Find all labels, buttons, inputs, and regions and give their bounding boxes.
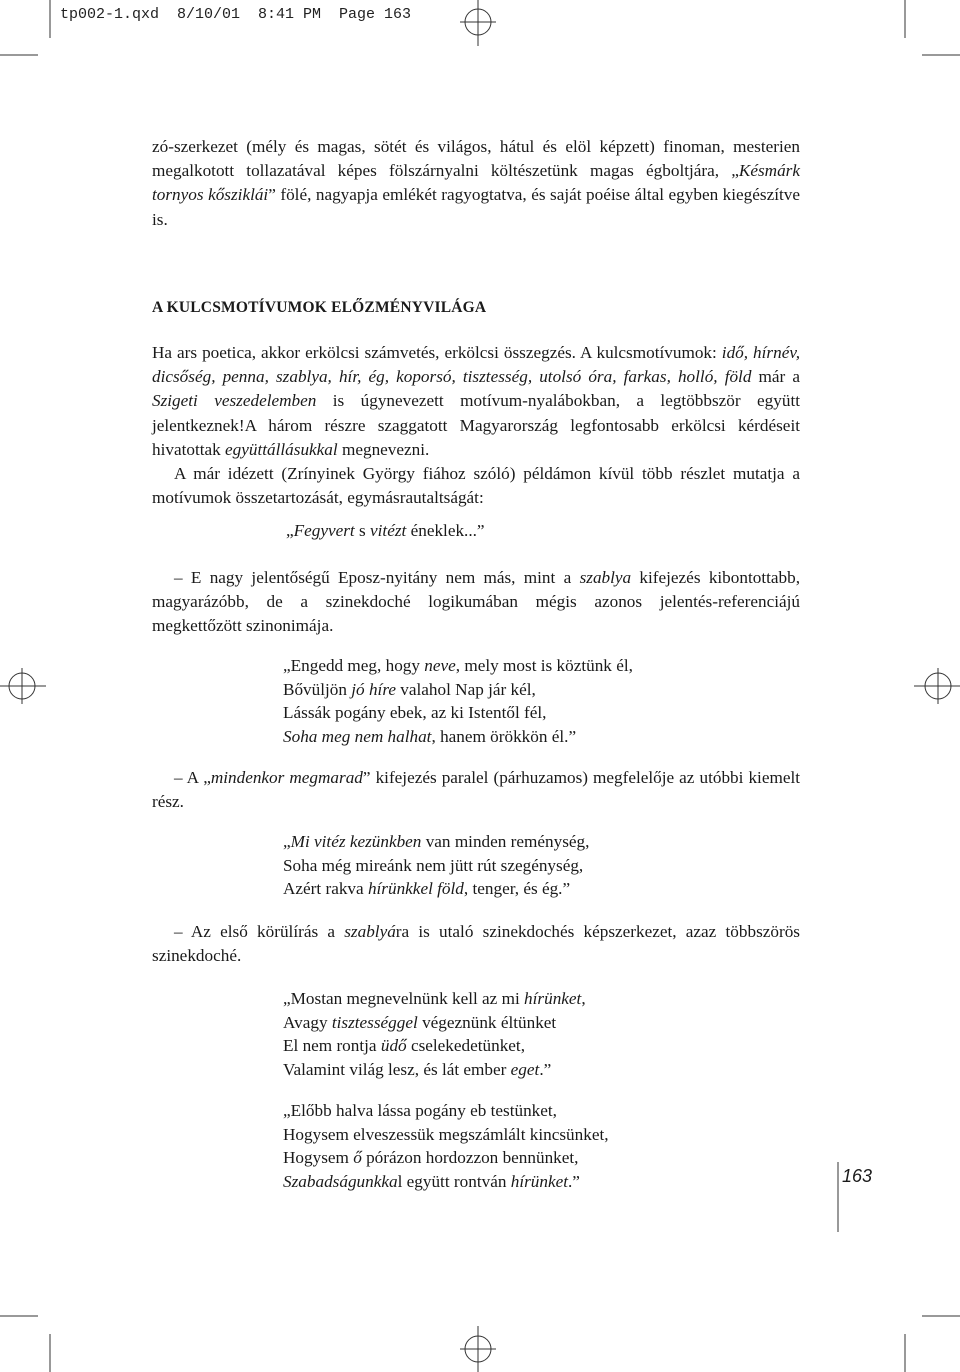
paragraph-keymotifs: Ha ars poetica, akkor erkölcsi számvetés, erkölcsi összegzés. A kulcsmotívumok: idő, hírnév, dicsőség, penna, szablya, hír, ég, koporsó, tisztesség, utolsó óra, farkas, holló, föld már a Szigeti veszedelemben is úgynevezett motívum-nyalábokban, a legtöbbször együtt jelentkeznek!A három részre szaggatott Magyarország legfontosabb erkölcsi kérdéseit hivatottak együttállásukkal megnevezni. A már idézett (Zrínyinek György fiához szóló) példámon kívül több részlet mutatja a motívumok összetartozását, egymásrautaltságát: [152,341,800,510]
paragraph-commentary-3: – Az első körülírás a szablyára is utaló szinekdochés képszerkezet, azaz többszörös szinekdoché. [152,922,800,966]
paragraph-commentary-1: – E nagy jelentőségű Eposz-nyitány nem más, mint a szablya kifejezés kibontottabb, magyarázóbb, de a szinekdoché logikumában mégis azonos jelentés-referenciájú megkettőzött szinonimája. [152,568,800,636]
paragraph-commentary-2: – A „mindenkor megmarad” kifejezés paralel (párhuzamos) megfelelője az utóbbi kiemelt rész. [152,768,800,812]
page-number: 163 [842,1166,873,1186]
quote-epos-opening: „Fegyvert s vitézt éneklek...” [286,521,485,540]
verse-block-2: „Mi vitéz kezünkben van minden reménység, Soha még mireánk nem jütt rút szegénység, Azért rakva hírünkkel föld, tenger, és ég.” [283,832,590,898]
paragraph-example: A már idézett (Zrínyinek György fiához szóló) példámon kívül több részlet mutatja a motívumok összetartozását, egymásrautaltságát: [152,464,800,508]
slug-line: tp002-1.qxd 8/10/01 8:41 PM Page 163 [60,6,412,23]
verse-block-1: „Engedd meg, hogy neve, mely most is köztünk él, Bővüljön jó híre valahol Nap jár kél, Lássák pogány ebek, az ki Istentől fél, Soha meg nem halhat, hanem örökkön él.” [283,656,633,746]
section-heading: A KULCSMOTÍVUMOK ELŐZMÉNYVILÁGA [152,299,487,316]
verse-block-3: „Mostan megnevelnünk kell az mi hírünket, Avagy tisztességgel végeznünk éltünket El nem rontja üdő cselekedetünket, Valamint világ lesz, és lát ember eget.” [283,989,586,1079]
verse-block-4: „Előbb halva lássa pogány eb testünket, Hogysem elveszessük megszámlált kincsünket, Hogysem ő pórázon hordozzon bennünket, Szabadságunkkal együtt rontván hírünket.” [283,1101,609,1191]
paragraph-intro: zó-szerkezet (mély és magas, sötét és világos, hátul és elöl képzett) finoman, mesterien megalkotott tollazatával képes fölszárnyalni költészetünk magas égboltjára, „Késmárk tornyos kősziklái” fölé, nagyapja emlékét ragyogtatva, és saját poéise által egyben kiegészítve is. [152,137,800,229]
